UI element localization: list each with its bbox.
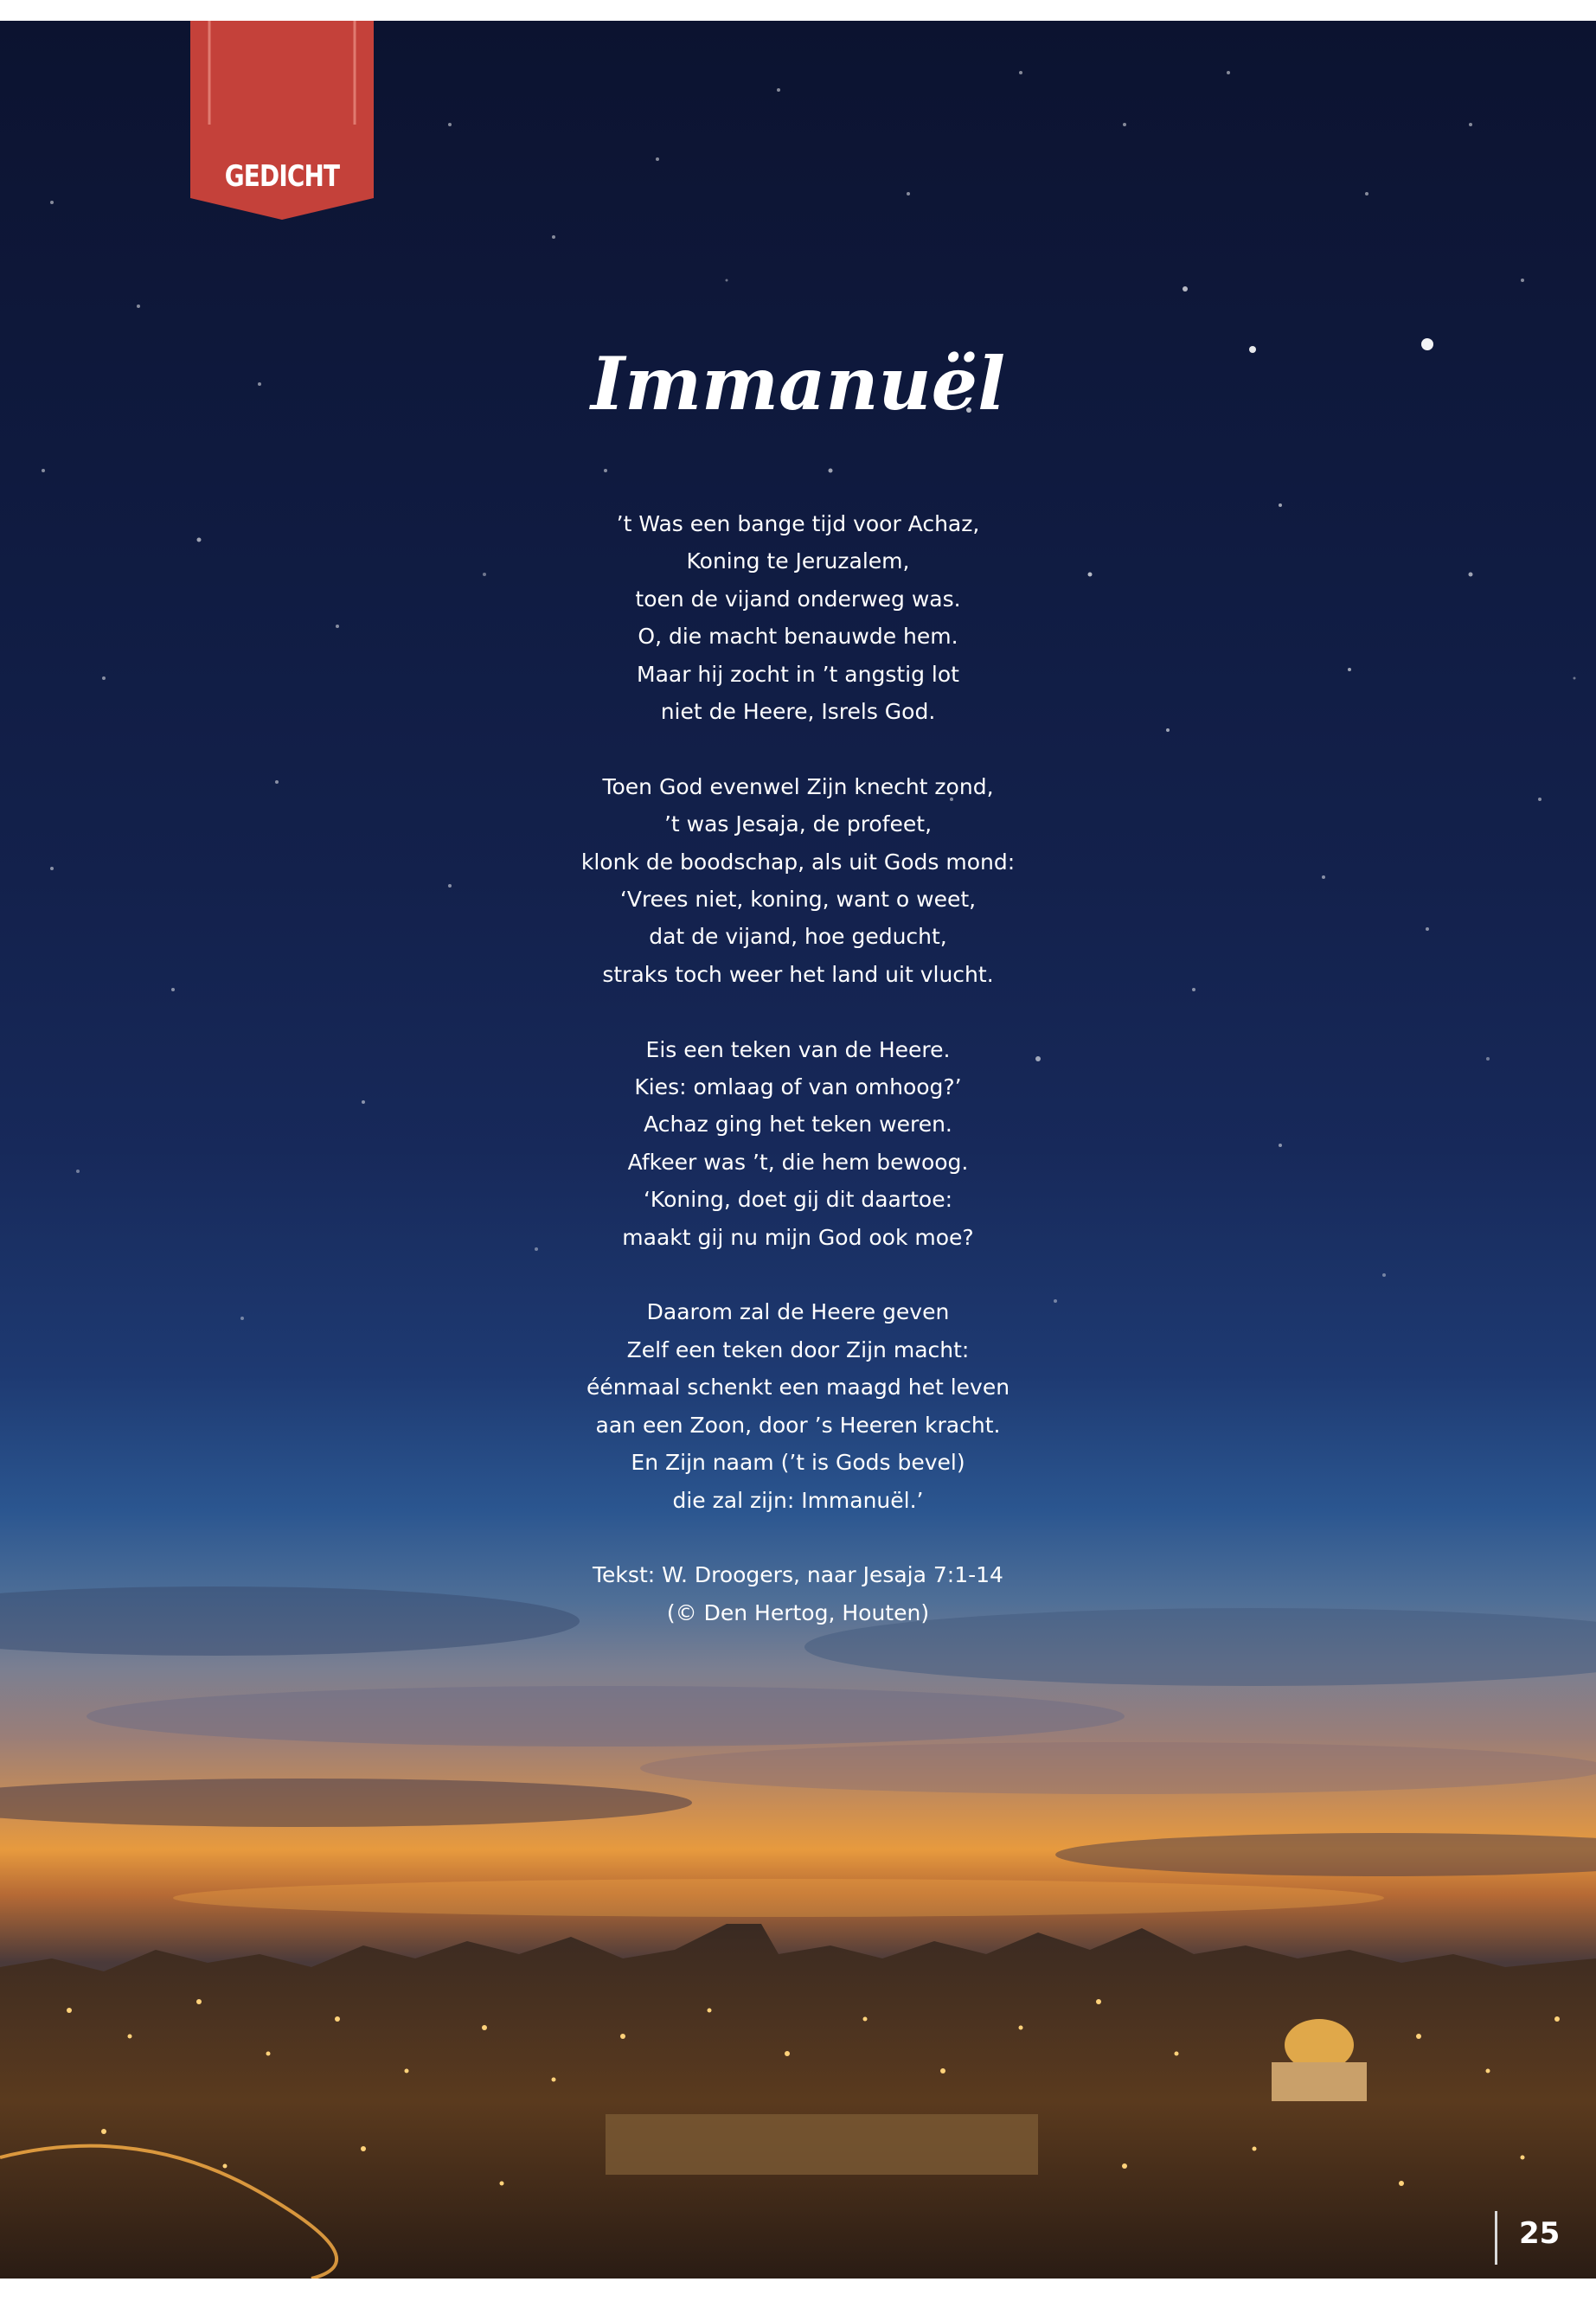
poem-line: klonk de boodschap, als uit Gods mond: [580,849,1016,875]
poem-body [0,505,1596,1631]
poem-line: dat de vijand, hoe geducht, [649,924,947,950]
page-number: 25 [1519,2216,1561,2251]
poem-line: Koning te Jeruzalem, [686,548,910,574]
poem-line: Daarom zal de Heere geven [646,1299,950,1325]
poem-line: toen de vijand onderweg was. [635,586,961,612]
poem-line: Afkeer was ’t, die hem bewoog. [627,1149,969,1175]
poem-line: En Zijn naam (’t is Gods bevel) [631,1450,965,1476]
poem-line: Eis een teken van de Heere. [645,1036,951,1062]
poem-line: Zelf een teken door Zijn macht: [626,1336,970,1362]
poem-line: niet de Heere, Isrels God. [660,699,936,725]
poem-line: Kies: omlaag of van omhoog?’ [634,1074,962,1100]
poem-line: O, die macht benauwde hem. [638,624,958,650]
magazine-page [0,21,1596,2279]
city-skyline-at-night [0,1907,1596,2279]
poem-line: Achaz ging het teken weren. [644,1112,952,1138]
section-label: GEDICHT [224,159,340,194]
poem-line: straks toch weer het land uit vlucht. [602,961,994,987]
poem-line: maakt gij nu mijn God ook moe? [622,1224,974,1250]
poem-line: Maar hij zocht in ’t angstig lot [637,661,959,687]
poem-line: die zal zijn: Immanuël.’ [672,1487,924,1513]
poem-line: éénmaal schenkt een maagd het leven [586,1375,1010,1400]
poem-line: ’t was Jesaja, de profeet, [663,811,933,837]
poem-credits [0,1556,1596,1631]
credit-line: (© Den Hertog, Houten) [666,1599,930,1625]
stanza [0,768,1596,993]
poem-title: Immanuël [591,341,1005,426]
poem-line: ’t Was een bange tijd voor Achaz, [616,511,980,536]
stanza [0,1031,1596,1256]
credit-line: Tekst: W. Droogers, naar Jesaja 7:1-14 [593,1562,1003,1588]
poem-line: Toen God evenwel Zijn knecht zond, [602,773,994,799]
poem-line: ‘Koning, doet gij dit daartoe: [643,1187,953,1213]
page-number-divider [1495,2211,1497,2265]
stanza [0,1293,1596,1518]
stanza [0,505,1596,730]
poem-line: ‘Vrees niet, koning, want o weet, [619,887,977,913]
poem-line: aan een Zoon, door ’s Heeren kracht. [595,1412,1001,1438]
